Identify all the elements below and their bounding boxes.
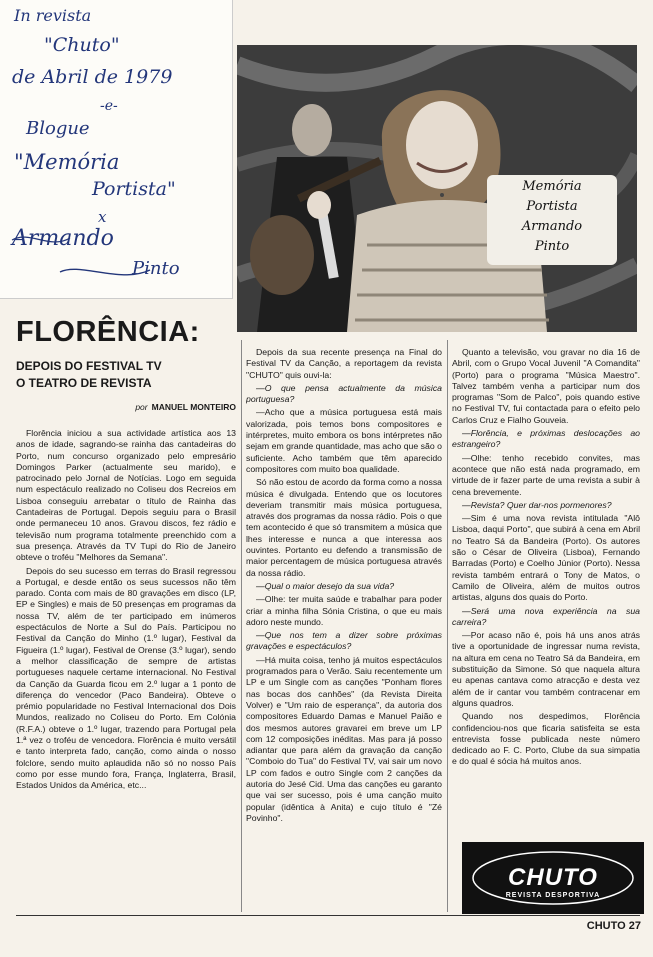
paragraph: —Olhe: tenho recebido convites, mas acontece que não está nada programado, em virtude de ir fazer parte de uma revista a subir à cena brevemente. (452, 452, 640, 497)
interview-question: —Revista? Quer dar-nos pormenores? (462, 499, 612, 510)
caption-line: Pinto (534, 239, 570, 254)
paragraph: —Por acaso não é, pois há uns anos atrás tive a oportunidade de ingressar numa revista, na altura em cena no Teatro Sá da Bandeira, em substituição da Simone. Só que naquela altura eu apenas cantava como atracção e desta vez além de ir cantar vou também contracenar em alguns quadros. (452, 630, 640, 708)
subtitle-line: O TEATRO DE REVISTA (16, 376, 152, 390)
note-line: x (98, 208, 107, 226)
paragraph: Quando nos despedimos, Florência confidenciou-nos que ficaria satisfeita se esta entrevista fosse publicada neste número dedicado ao F. C. Porto, Clube da sua simpatia e do qual é sócia há muitos anos. (452, 711, 640, 767)
note-line: Armando (12, 226, 114, 251)
note-line: Pinto (132, 258, 180, 279)
article-column-3 (452, 347, 640, 842)
paragraph: Depois do seu sucesso em terras do Brasil regressou a Portugal, e desde então os seus sucessos não têm parado. Conta com mais de 80 gravações em disco (LP, EP e Singles) e mais de 50 presenças em programas da nossa TV, além de ter participado em inúmeros espectáculos de Norte a Sul do País. Participou no Festival da Canção do Minho (1.º lugar), Festival da Figueira (1.º lugar), Festival de Orense (3.º lugar), sendo a melhor classificação de sempre de artistas portugueses naquele certame internacional. No Festival da Canção da Guarda ficou em 2.º lugar a 1 ponto de diferença do vencedor (Paco Bandeira). Obteve o prémio popularidade no Festival Internacional dos Dois Mundos, realizado no Coliseu do Porto. Em Colónia (R.F.A.) obteve o 1.º lugar, trazendo para Portugal pela 1.ª vez o troféu de vencedora. Florência é muito versátil e tanto interpreta fado, canção, como ainda o nosso folclore, sendo muito aplaudida não só no nosso País como por esse mundo fora, França, Inglaterra, Brasil, Estados Unidos da América, etc... (16, 565, 236, 791)
logo-tagline: REVISTA DESPORTIVA (505, 892, 601, 899)
note-line: de Abril de 1979 (12, 66, 173, 88)
paragraph: —Acho que a música portuguesa está mais valorizada, pois temos bons compositores e intérpretes, muito embora os bons intérpretes não sejam em grande quantidade, mas acho que são o suficiente. Acho também que têm aparecido compositores com muito boa qualidade. (246, 407, 442, 474)
paragraph: Só não estou de acordo da forma como a nossa música é divulgada. Entendo que os locutores deveriam transmitir mais música portuguesa, através dos programas da nossa rádio. Pois o que tem acontecido é que só transmitem a música que lhes interesse e nunca a que interessa aos ouvintes. Portanto eu defendo a transmissão de maior percentagem de música portuguesa através da nossa rádio. (246, 477, 442, 578)
paragraph: —Há muita coisa, tenho já muitos espectáculos programados para o Verão. Saiu recentemente um LP e um Single com as canções "Ponham flores nas bocas dos canhões" (da Revista Direita Volver) e "Um raio de esperança", da autoria dos compositores Eduardo Damas e Manuel Paião e dos mesmos autores gravarei em breve um LP com 12 composições inéditas. Mas para já posso adiantar que para além da gravação da canção "Comboio do Tua" do Festival TV, vai sair um novo LP com fados e outro Single com 2 canções da autoria do Jesé Cid. Uma das canções eu garanto que vai ser sucesso, pois é uma canção muito popular (idêntica à Anita) e cujo título é "Zé Povinho". (246, 654, 442, 823)
byline-prefix: por (135, 402, 148, 412)
note-line: -e- (100, 98, 118, 114)
footer-rule (16, 915, 640, 916)
note-line: "Memória (14, 150, 120, 174)
chuto-logo (462, 842, 644, 914)
caption-line: Portista (526, 199, 578, 214)
photo-autograph (492, 177, 612, 257)
subtitle-line: DEPOIS DO FESTIVAL TV (16, 359, 162, 373)
paragraph: Florência iniciou a sua actividade artística aos 13 anos de idade, sagrando-se rainha das cantadeiras do Porto, num concurso organizado pelo empresário Domingos Parker (actualmente seu marido), e patrocinado pelo Jornal de Notícias. Logo em seguida num espectáculo realizado no Coliseu dos Recreios em Lisboa conseguiu arrebatar o título de Rainha das Cantadeiras de Portugal. Depois seguiu para o Brasil onde permaneceu 10 anos. Gravou discos, fez rádio e televisão num programa totalmente preenchido com a sua presença. Através da TV Tupi do Rio de Janeiro obteve o troféu "Melhores da Semana". (16, 428, 236, 563)
paragraph: —Olhe: ter muita saúde e trabalhar para poder criar a minha filha Sónia Cristina, o que eu mais adoro neste mundo. (246, 594, 442, 627)
interview-question: —Qual o maior desejo da sua vida? (256, 580, 395, 591)
interview-question: —O que pensa actualmente da música portuguesa? (246, 382, 442, 405)
column-divider (241, 340, 242, 912)
handwritten-note (0, 0, 233, 299)
caption-line: Armando (521, 219, 583, 234)
note-line: Portista" (92, 178, 176, 200)
paragraph: —Sim é uma nova revista intitulada "Alô Lisboa, daqui Porto", que subirá à cena em Abril no Teatro Sá da Bandeira (Porto). Os autores são o César de Oliveira (Lisboa), Fernando Barradas (Porto) e Coelho Júnior (Porto). Nessa revista também entrará o Tony de Matos, o Camilo de Oliveira, além de muitos outros artistas, alguns dos quais do Porto. (452, 513, 640, 603)
caption-line: Memória (522, 179, 582, 194)
note-line: "Chuto" (44, 34, 120, 56)
interview-question: —Que nos tem a dizer sobre próximas gravações e espectáculos? (246, 630, 442, 652)
singer-photo (237, 45, 637, 332)
article-title: FLORÊNCIA: (16, 316, 200, 348)
article-column-1 (16, 428, 236, 906)
byline-author: MANUEL MONTEIRO (151, 402, 236, 412)
article-column-2 (246, 347, 442, 906)
column-divider (447, 340, 448, 912)
interview-question: —Será uma nova experiência na sua carreira? (452, 605, 640, 627)
article-subtitle (16, 358, 236, 392)
paragraph: Quanto a televisão, vou gravar no dia 16 de Abril, com o Grupo Vocal Juvenil "A Comandita" (Porto) para o programa "Música Maestro". Talvez também venha a participar num dos programas "Som de Palco", pois quando estive no Festival TV, fui contactada para o efeito pelo Carlos Cruz e Fialho Gouveia. (452, 347, 640, 425)
byline (80, 402, 236, 412)
logo-name: CHUTO (508, 864, 598, 891)
paragraph: Depois da sua recente presença na Final do Festival TV da Canção, a reportagem da revista "CHUTO" quis ouvi-la: (246, 347, 442, 380)
note-line: In revista (14, 6, 92, 25)
note-line: Blogue (26, 118, 90, 139)
interview-question: —Florência, e próximas deslocações ao estrangeiro? (452, 428, 640, 450)
page-number: CHUTO 27 (586, 920, 641, 932)
